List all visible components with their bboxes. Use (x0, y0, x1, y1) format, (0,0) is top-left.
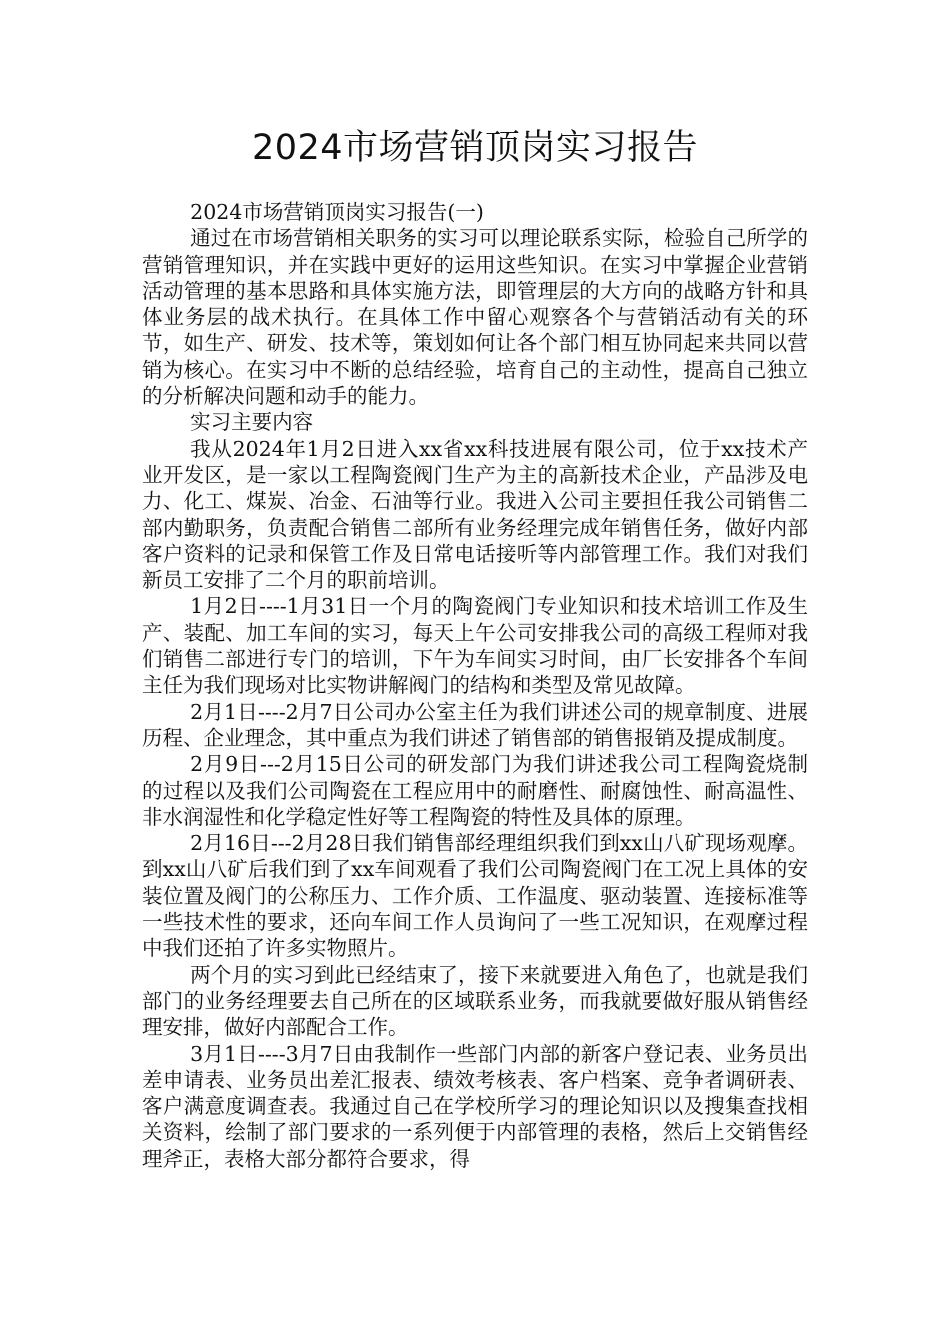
february-week2-paragraph: 2月9日---2月15日公司的研发部门为我们讲述我公司工程陶瓷烧制的过程以及我们公司陶瓷在工程应用中的耐磨性、耐腐蚀性、耐高温性、非水润湿性和化学稳定性好等工程陶瓷的特性及具体的原理。 (142, 752, 808, 829)
section-heading-main-content: 实习主要内容 (190, 410, 314, 435)
january-training-paragraph: 1月2日----1月31日一个月的陶瓷阀门专业知识和技术培训工作及生产、装配、加工车间的实习，每天上午公司安排我公司的高级工程师对我们销售二部进行专门的培训，下午为车间实习时间，由厂长安排各个车间主任为我们现场对比实物讲解阀门的结构和类型及常见故障。 (142, 594, 808, 698)
document-body (142, 199, 808, 1172)
march-forms-paragraph: 3月1日----3月7日由我制作一些部门内部的新客户登记表、业务员出差申请表、业务员出差汇报表、绩效考核表、客户档案、竞争者调研表、客户满意度调查表。我通过自己在学校所学习的理论知识以及搜集查找相关资料，绘制了部门要求的一系列便于内部管理的表格，然后上交销售经理斧正，表格大部分都符合要求，得 (142, 1041, 808, 1171)
internship-summary-paragraph: 两个月的实习到此已经结束了，接下来就要进入角色了，也就是我们部门的业务经理要去自己所在的区域联系业务，而我就要做好服从销售经理安排，做好内部配合工作。 (142, 962, 808, 1040)
company-intro-paragraph: 我从2024年1月2日进入xx省xx科技进展有限公司，位于xx技术产业开发区，是一家以工程陶瓷阀门生产为主的高新技术企业，产品涉及电力、化工、煤炭、冶金、石油等行业。我进入公司主要担任我公司销售二部内勤职务，负责配合销售二部所有业务经理完成年销售任务，做好内部客户资料的记录和保管工作及日常电话接听等内部管理工作。我们对我们新员工安排了二个月的职前培训。 (142, 436, 808, 593)
document-title: 2024市场营销顶岗实习报告 (251, 128, 699, 168)
february-week1-paragraph: 2月1日----2月7日公司办公室主任为我们讲述公司的规章制度、进展历程、企业理念，其中重点为我们讲述了销售部的销售报销及提成制度。 (142, 699, 808, 750)
section-heading-report-one: 2024市场营销顶岗实习报告(一) (190, 200, 484, 224)
intro-paragraph: 通过在市场营销相关职务的实习可以理论联系实际，检验自己所学的营销管理知识，并在实践中更好的运用这些知识。在实习中掌握企业营销活动管理的基本思路和具体实施方法，即管理层的大方向的战略方针和具体业务层的战术执行。在具体工作中留心观察各个与营销活动有关的环节，如生产、研发、技术等，策划如何让各个部门相互协同起来共同以营销为核心。在实习中不断的总结经验，培育自己的主动性，提高自己独立的分析解决问题和动手的能力。 (142, 226, 808, 409)
february-site-visit-paragraph: 2月16日---2月28日我们销售部经理组织我们到xx山八矿现场观摩。到xx山八矿后我们到了xx车间观看了我们公司陶瓷阀门在工况上具体的安装位置及阀门的公称压力、工作介质、工作温度、驱动装置、连接标准等一些技术性的要求，还向车间工作人员询问了一些工况知识，在观摩过程中我们还拍了许多实物照片。 (142, 831, 808, 961)
